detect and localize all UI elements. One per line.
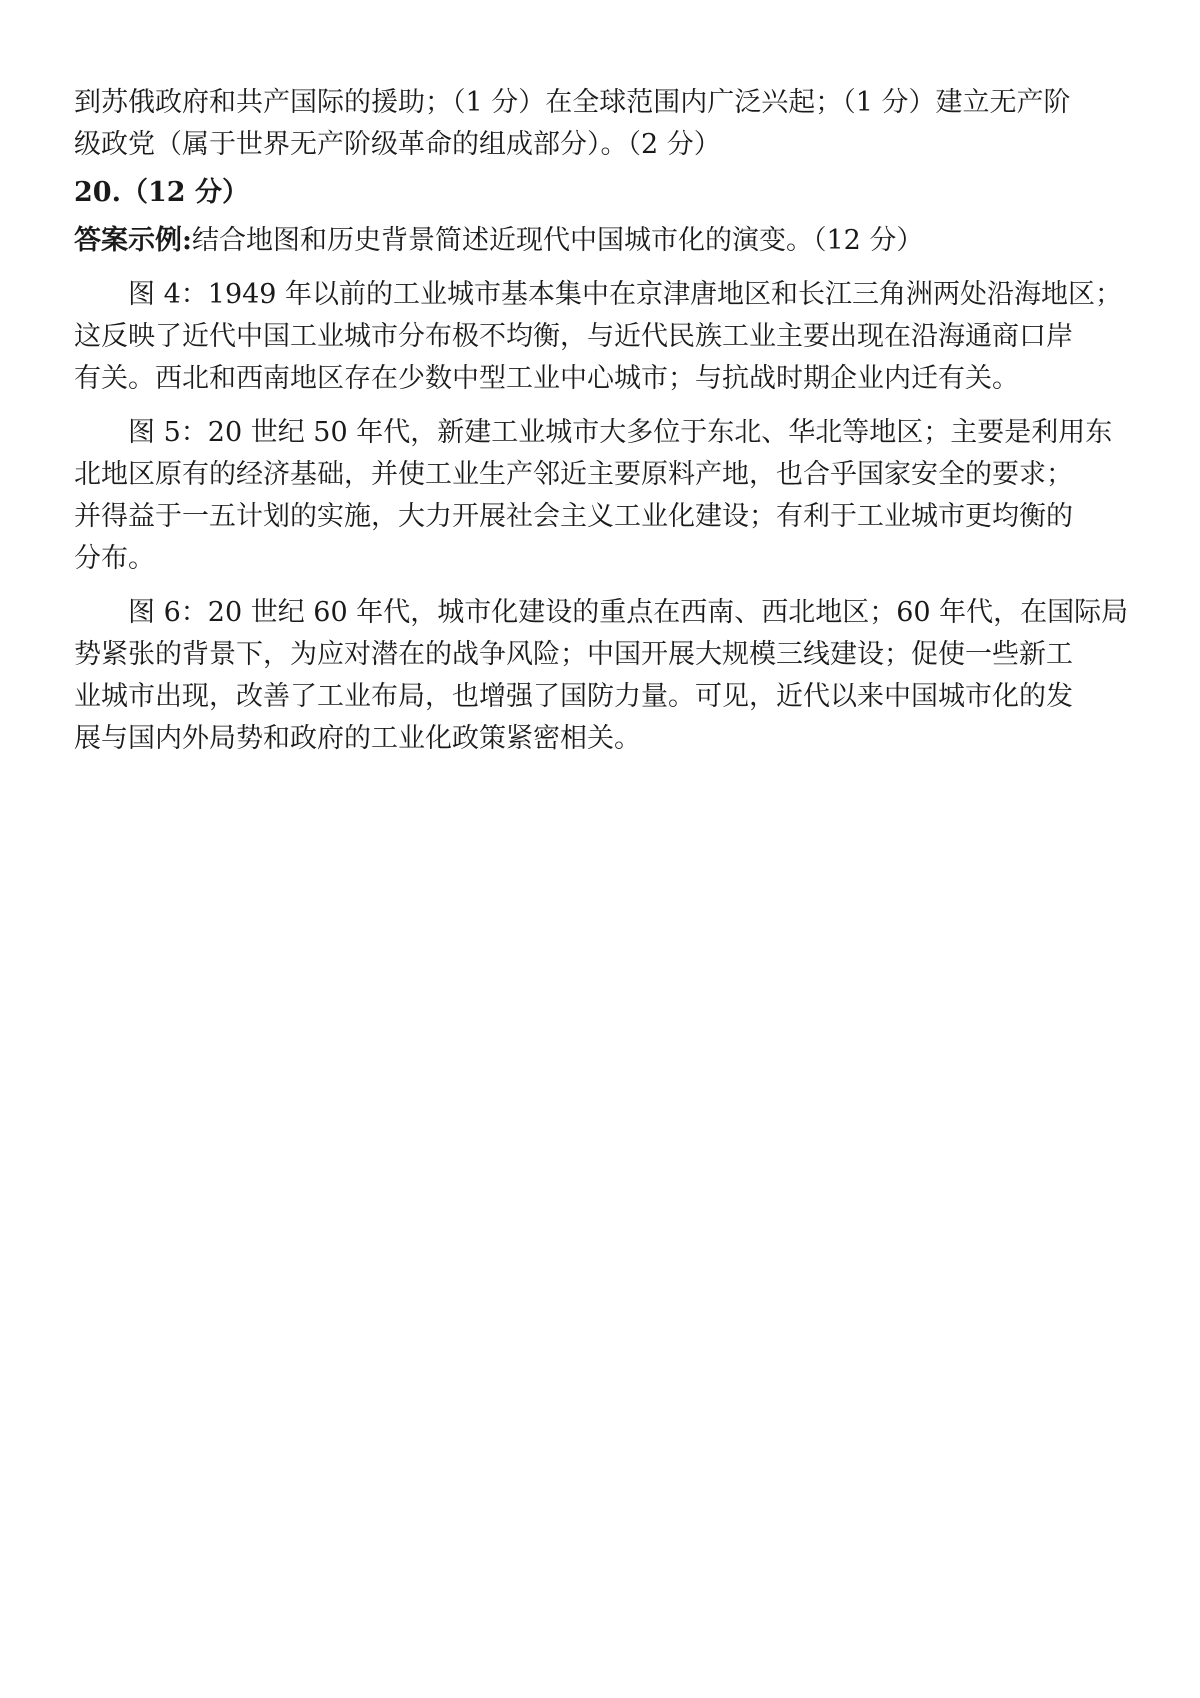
answer-example (74, 220, 1134, 262)
paragraph-figure-5 (74, 412, 1134, 580)
paragraph-line: 图 5：20 世纪 50 年代，新建工业城市大多位于东北、华北等地区；主要是利用东 (128, 417, 1113, 448)
paragraph-line: 并得益于一五计划的实施，大力开展社会主义工业化建设；有利于工业城市更均衡的 (74, 501, 1073, 532)
paragraph-line: 展与国内外局势和政府的工业化政策紧密相关。 (74, 723, 641, 754)
answer-text: 结合地图和历史背景简述近现代中国城市化的演变。（12 分） (191, 225, 924, 256)
paragraph-figure-4 (74, 274, 1134, 400)
intro-text (74, 82, 1134, 166)
intro-line: 级政党（属于世界无产阶级革命的组成部分）。（2 分） (74, 129, 721, 160)
paragraph-line: 北地区原有的经济基础，并使工业生产邻近主要原料产地，也合乎国家安全的要求； (74, 459, 1073, 490)
document-page (74, 82, 1134, 760)
paragraph-line: 分布。 (74, 543, 155, 574)
answer-label: 答案示例: (74, 225, 192, 256)
intro-line: 到苏俄政府和共产国际的援助；（1 分）在全球范围内广泛兴起；（1 分）建立无产阶 (74, 87, 1071, 118)
paragraph-line: 有关。西北和西南地区存在少数中型工业中心城市；与抗战时期企业内迁有关。 (74, 363, 1019, 394)
paragraph-line: 图 4：1949 年以前的工业城市基本集中在京津唐地区和长江三角洲两处沿海地区； (128, 279, 1123, 310)
paragraph-line: 图 6：20 世纪 60 年代，城市化建设的重点在西南、西北地区；60 年代，在国际局 (128, 597, 1129, 628)
paragraph-line: 业城市出现，改善了工业布局，也增强了国防力量。可见，近代以来中国城市化的发 (74, 681, 1073, 712)
paragraph-line: 势紧张的背景下，为应对潜在的战争风险；中国开展大规模三线建设；促使一些新工 (74, 639, 1073, 670)
paragraph-figure-6 (74, 592, 1134, 760)
question-heading: 20.（12 分） (74, 177, 249, 208)
paragraph-line: 这反映了近代中国工业城市分布极不均衡，与近代民族工业主要出现在沿海通商口岸 (74, 321, 1073, 352)
